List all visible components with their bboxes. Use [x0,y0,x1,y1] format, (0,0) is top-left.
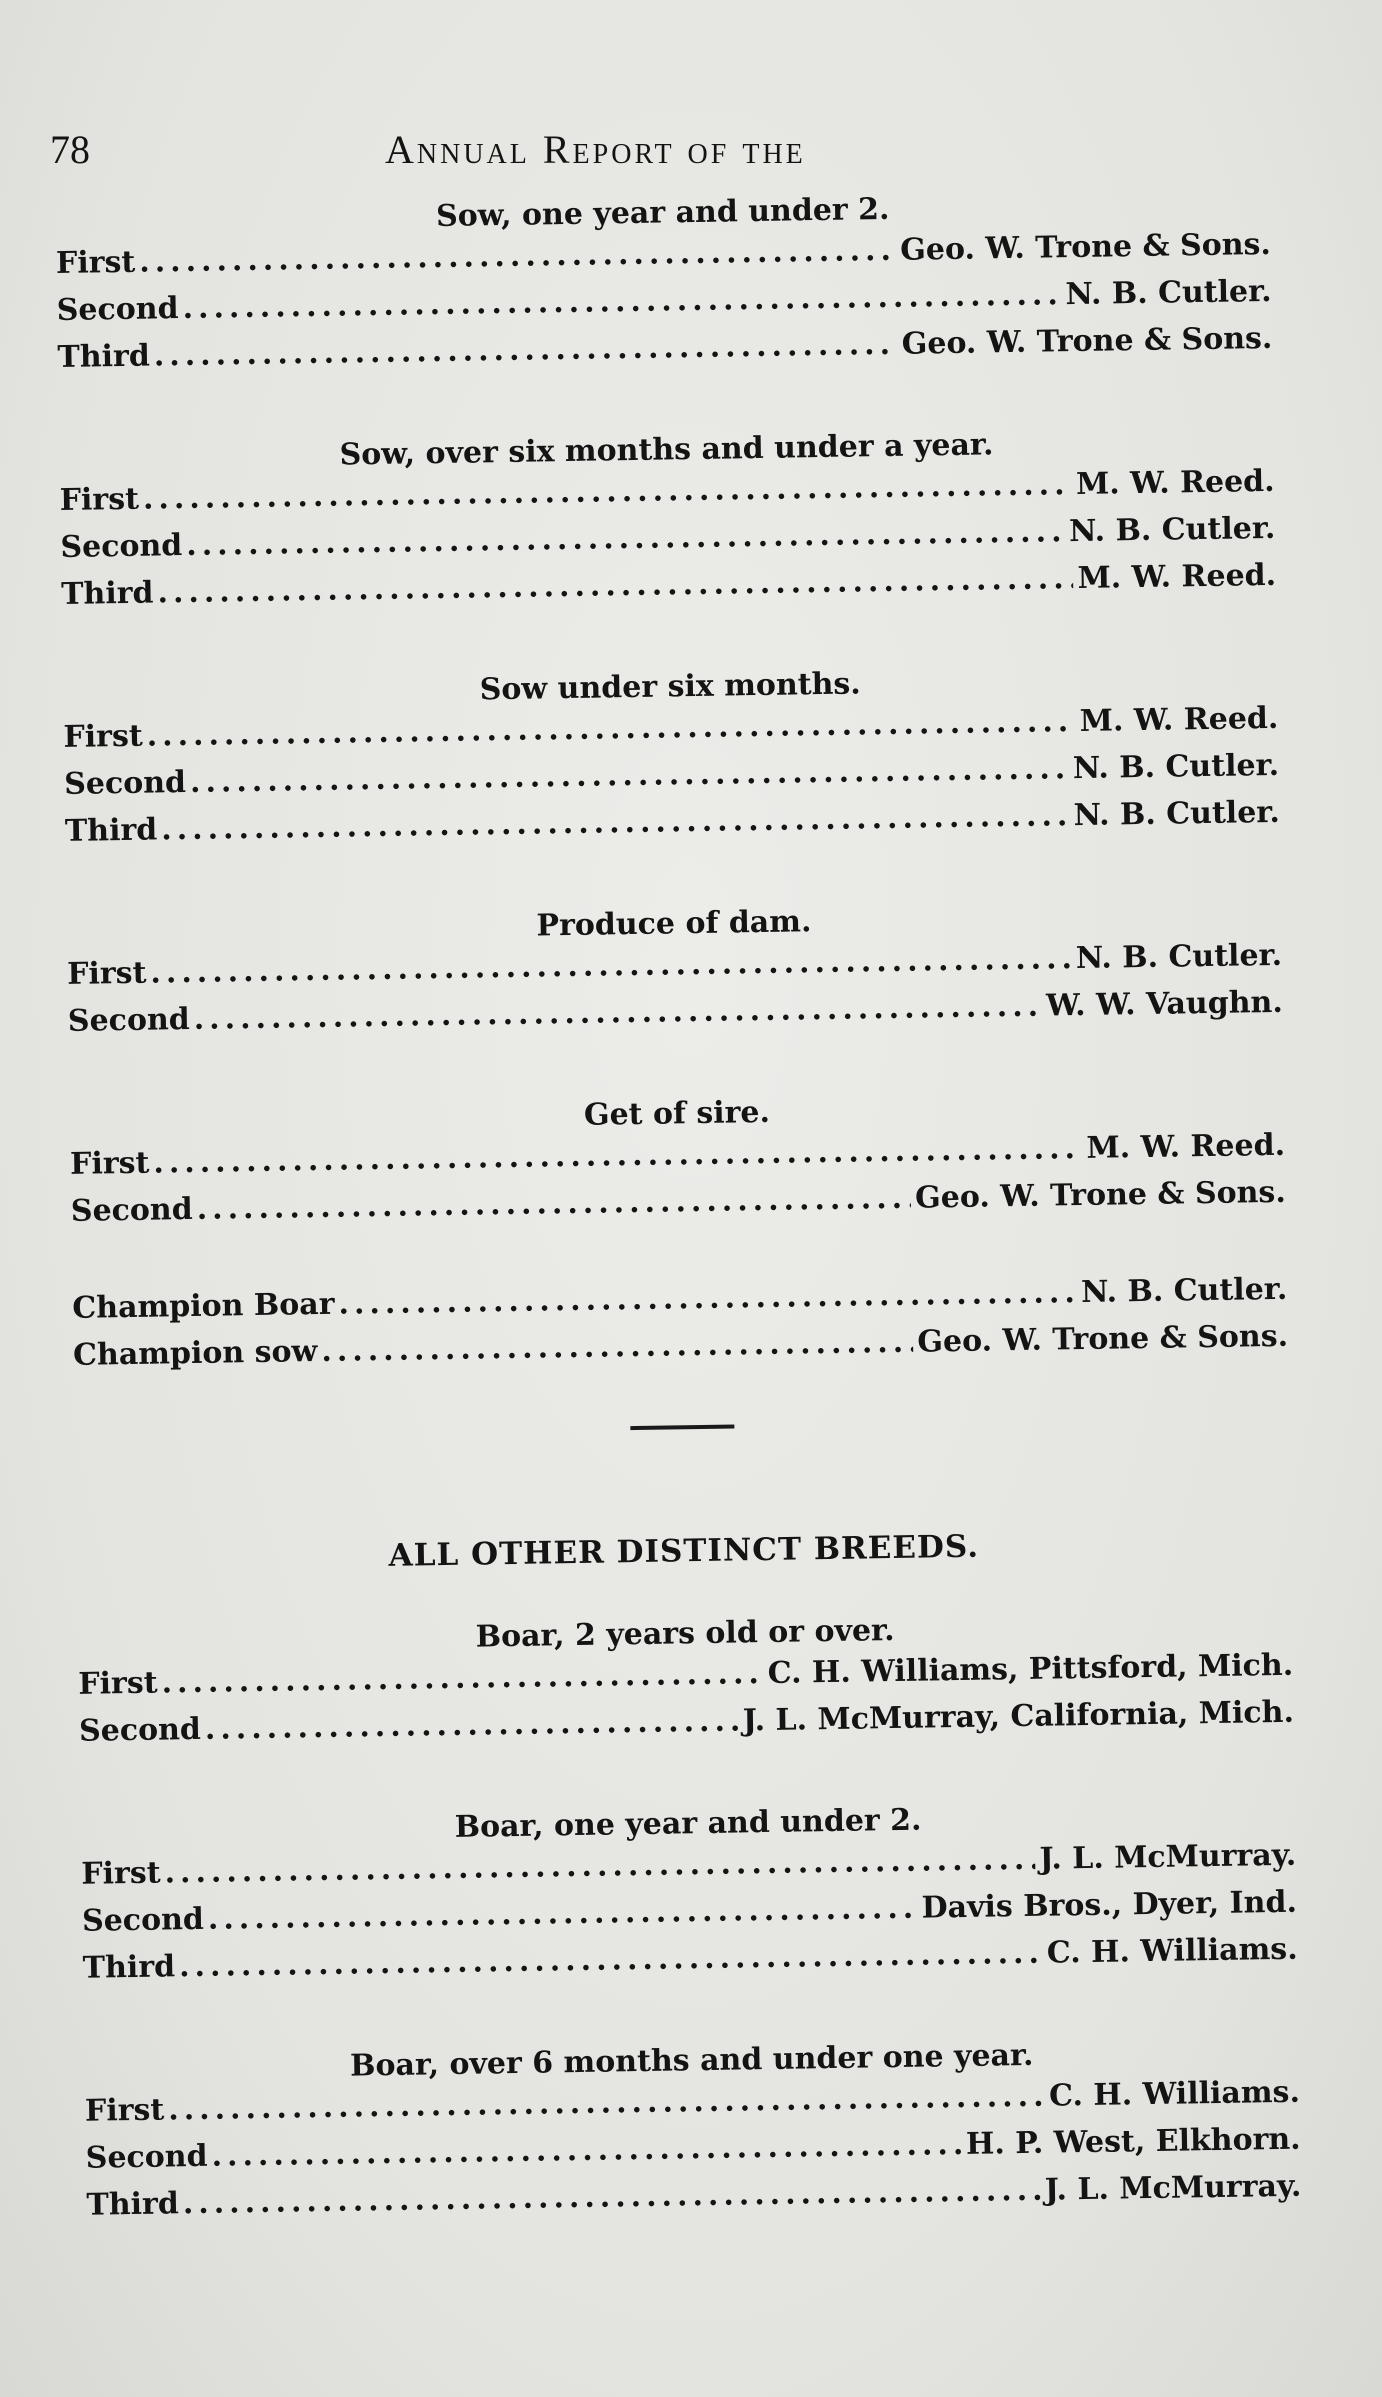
winner-name: M. W. Reed. [1077,557,1277,596]
place-label: Second [70,1191,193,1229]
place-label: Third [64,812,158,849]
section-title: Boar, one year and under 2. [454,1802,922,1845]
award-section [80,1792,1298,1998]
winner-name: N. B. Cutler. [1072,747,1280,787]
section-title: Produce of dam. [536,904,812,944]
winner-name: N. B. Cutler. [1068,510,1276,550]
place-label: Champion sow [72,1334,318,1373]
award-section [59,418,1277,624]
running-head: Annual Report of the [385,127,806,172]
place-label: Second [67,1001,190,1039]
page-number: 78 [50,127,90,172]
winner-name: N. B. Cutler. [1065,273,1272,313]
winner-name: M. W. Reed. [1079,700,1279,739]
winner-name: Geo. W. Trone & Sons. [899,226,1272,268]
place-label: Second [81,1901,205,1939]
winner-name: Geo. W. Trone & Sons. [917,1318,1289,1360]
place-label: First [78,1665,158,1702]
place-label: Third [60,575,154,612]
award-section [66,892,1283,1051]
place-label: First [84,2092,165,2129]
award-section [62,655,1280,861]
place-label: Third [86,2186,180,2223]
dot-leader [338,1275,1077,1322]
place-label: First [59,481,140,518]
winner-name: N. B. Cutler. [1075,937,1283,977]
place-label: Second [85,2138,208,2176]
place-label: First [55,244,136,281]
winner-name: C. H. Williams. [1048,2074,1301,2114]
champion-section [72,1272,1288,1385]
dot-leader [205,1703,739,1746]
place-label: Third [82,1949,176,1986]
section-title: Sow under six months. [479,666,862,708]
section-title: Boar, over 6 months and under one year. [349,2037,1034,2084]
breeds-heading: ALL OTHER DISTINCT BREEDS. [388,1528,980,1574]
section-title: Sow, one year and under 2. [435,191,890,235]
winner-name: W. W. Vaughn. [1045,984,1284,1024]
page-header [50,120,1250,180]
place-label: Second [56,291,179,328]
winner-name: H. P. West, Elkhorn. [965,2121,1301,2162]
place-label: First [69,1145,150,1182]
place-label: Second [78,1711,202,1749]
winner-name: Geo. W. Trone & Sons. [914,1174,1287,1216]
winner-name: J. L. McMurray. [1039,1837,1297,1877]
section-title: Sow, over six months and under a year. [339,427,994,473]
page-content [55,181,1303,2285]
winner-name: Geo. W. Trone & Sons. [901,320,1273,362]
award-section [77,1602,1294,1761]
winner-name: J. L. McMurray, California, Mich. [742,1694,1295,1739]
place-label: Second [63,765,187,802]
place-label: First [66,955,147,992]
award-section [69,1082,1286,1241]
place-label: First [63,718,143,755]
place-label: Champion Boar [72,1286,335,1326]
place-label: First [81,1855,161,1892]
place-label: Second [60,528,183,565]
winner-name: M. W. Reed. [1075,463,1275,502]
section-title: Get of sire. [583,1094,771,1133]
winner-name: N. B. Cutler. [1080,1271,1288,1311]
section-divider [630,1424,734,1430]
winner-name: C. H. Williams. [1046,1931,1298,1971]
winner-name: N. B. Cutler. [1073,794,1281,834]
winner-name: Davis Bros., Dyer, Ind. [921,1884,1298,1926]
award-section [84,2029,1302,2235]
award-section [55,181,1273,387]
winner-name: C. H. Williams, Pittsford, Mich. [767,1647,1294,1691]
place-label: Third [57,338,151,375]
section-title: Boar, 2 years old or over. [475,1612,895,1655]
winner-name: M. W. Reed. [1086,1127,1286,1166]
winner-name: J. L. McMurray. [1044,2168,1302,2208]
